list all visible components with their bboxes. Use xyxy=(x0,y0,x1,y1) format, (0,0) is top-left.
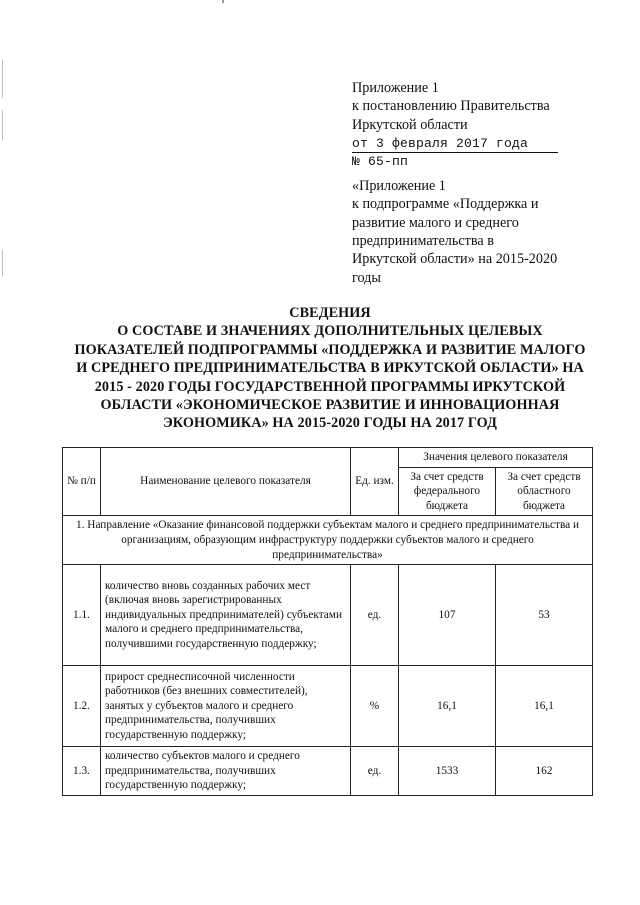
header-regional: За счет средств областного бюджета xyxy=(496,467,593,516)
resolution-date: от 3 февраля 2017 года xyxy=(352,136,558,153)
appendix-line: Иркутской области» на 2015-2020 xyxy=(352,251,558,268)
scan-edge-mark xyxy=(2,250,3,276)
row-regional: 162 xyxy=(496,747,593,796)
header-name: Наименование целевого показателя xyxy=(101,448,351,516)
row-regional: 53 xyxy=(496,565,593,666)
row-num: 1.2. xyxy=(63,666,101,747)
scan-edge-mark xyxy=(2,60,3,98)
table-row xyxy=(63,747,593,796)
header-values: Значения целевого показателя xyxy=(399,448,593,468)
row-regional: 16,1 xyxy=(496,666,593,747)
appendix-header xyxy=(352,79,622,287)
row-unit: ед. xyxy=(351,747,399,796)
row-num: 1.3. xyxy=(63,747,101,796)
title-line: ОБЛАСТИ «ЭКОНОМИЧЕСКОЕ РАЗВИТИЕ И ИННОВАЦИОННАЯ xyxy=(100,397,560,414)
row-name: количество вновь созданных рабочих мест (включая вновь зарегистрированных индивидуальных предпринимателей) субъектами малого и среднего предпринимательства, получившими государственную поддержку; xyxy=(101,565,351,666)
title-line: ЭКОНОМИКА» НА 2015-2020 ГОДЫ НА 2017 ГОД xyxy=(163,415,497,432)
appendix-line: Приложение 1 xyxy=(352,80,439,96)
appendix-line: развитие малого и среднего xyxy=(352,214,519,231)
appendix-line: к подпрограмме «Поддержка и xyxy=(352,196,539,213)
appendix-line: Иркутской области xyxy=(352,116,468,133)
indicators-table xyxy=(62,447,593,796)
row-num: 1.1. xyxy=(63,565,101,666)
title-line: И СРЕДНЕГО ПРЕДПРИНИМАТЕЛЬСТВА В ИРКУТСКОЙ ОБЛАСТИ» НА xyxy=(76,360,584,377)
section-title: 1. Направление «Оказание финансовой поддержки субъектам малого и среднего предпринимательства и организациям, образующим инфраструктуру поддержки субъектов малого и среднего предпринимательства» xyxy=(63,516,593,565)
header-unit: Ед. изм. xyxy=(351,448,399,516)
scan-edge-mark xyxy=(2,110,3,140)
table-row xyxy=(63,666,593,747)
document-title xyxy=(40,304,620,433)
row-federal: 107 xyxy=(399,565,496,666)
appendix-line: годы xyxy=(352,269,381,286)
header-federal: За счет средств федерального бюджета xyxy=(399,467,496,516)
row-unit: % xyxy=(351,666,399,747)
appendix-line: предпринимательства в xyxy=(352,233,494,250)
header-num: № п/п xyxy=(63,448,101,516)
row-name: прирост среднесписочной численности работников (без внешних совместителей), занятых у субъектов малого и среднего предпринимательства, получивших государственную поддержку; xyxy=(101,666,351,747)
resolution-number: № 65-пп xyxy=(352,153,409,169)
row-federal: 1533 xyxy=(399,747,496,796)
appendix-line: «Приложение 1 xyxy=(352,178,446,195)
row-name: количество субъектов малого и среднего предпринимательства, получивших государственную поддержку; xyxy=(101,747,351,796)
table-row xyxy=(63,565,593,666)
title-line: ПОКАЗАТЕЛЕЙ ПОДПРОГРАММЫ «ПОДДЕРЖКА И РАЗВИТИЕ МАЛОГО xyxy=(74,341,586,358)
appendix-line: к постановлению Правительства xyxy=(352,98,550,115)
table-header-row xyxy=(63,448,593,468)
title-line: 2015 - 2020 ГОДЫ ГОСУДАРСТВЕННОЙ ПРОГРАММЫ ИРКУТСКОЙ xyxy=(94,378,566,395)
scan-artifact-dot xyxy=(222,0,224,3)
title-line: О СОСТАВЕ И ЗНАЧЕНИЯХ ДОПОЛНИТЕЛЬНЫХ ЦЕЛЕВЫХ xyxy=(117,323,543,340)
row-unit: ед. xyxy=(351,565,399,666)
title-line: СВЕДЕНИЯ xyxy=(289,305,371,321)
row-federal: 16,1 xyxy=(399,666,496,747)
table-section-row xyxy=(63,516,593,565)
